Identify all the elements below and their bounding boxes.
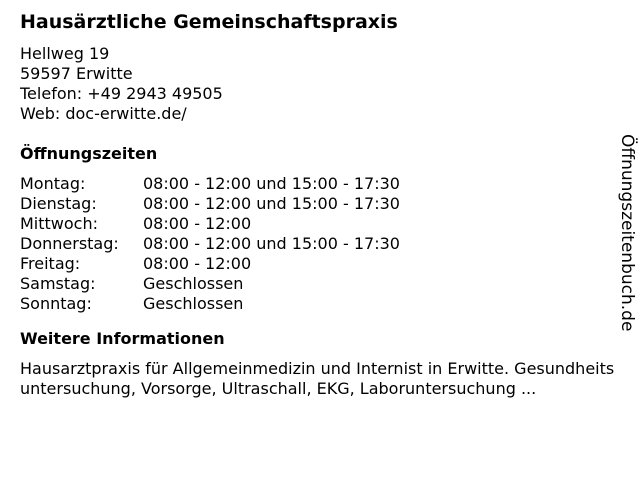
practice-name: Hausärztliche Gemeinschaftspraxis — [20, 11, 398, 33]
info-text: Hausarztpraxis für Allgemeinmedizin und Internist in Erwitte. Gesundheitsuntersuchung, Vorsorge, Ultraschall, EKG, Laboruntersuchung ... — [20, 359, 615, 398]
hours-row — [20, 234, 610, 254]
hours-table — [20, 174, 610, 314]
hours-row — [20, 294, 610, 314]
hours-row — [20, 254, 610, 274]
hours-row — [20, 194, 610, 214]
hours-day: Mittwoch: — [20, 214, 98, 233]
hours-day: Dienstag: — [20, 194, 97, 213]
hours-time: 08:00 - 12:00 und 15:00 - 17:30 — [143, 234, 400, 253]
hours-row — [20, 174, 610, 194]
hours-day: Freitag: — [20, 254, 81, 273]
address-city: 59597 Erwitte — [20, 64, 133, 83]
hours-heading: Öffnungszeiten — [20, 144, 158, 163]
hours-time: Geschlossen — [143, 274, 244, 293]
hours-time: 08:00 - 12:00 — [143, 214, 252, 233]
hours-row — [20, 274, 610, 294]
hours-time: 08:00 - 12:00 — [143, 254, 252, 273]
hours-time: Geschlossen — [143, 294, 244, 313]
side-watermark-label: Öffnungszeitenbuch.de — [617, 134, 637, 332]
hours-day: Montag: — [20, 174, 86, 193]
hours-row — [20, 214, 610, 234]
hours-time: 08:00 - 12:00 und 15:00 - 17:30 — [143, 174, 400, 193]
address-street: Hellweg 19 — [20, 44, 110, 63]
hours-time: 08:00 - 12:00 und 15:00 - 17:30 — [143, 194, 400, 213]
hours-day: Samstag: — [20, 274, 96, 293]
content — [20, 10, 615, 399]
website-line: Web: doc-erwitte.de/ — [20, 104, 187, 123]
hours-day: Donnerstag: — [20, 234, 119, 253]
phone-line: Telefon: +49 2943 49505 — [20, 84, 223, 103]
info-heading: Weitere Informationen — [20, 329, 225, 348]
hours-day: Sonntag: — [20, 294, 92, 313]
address-block — [20, 44, 610, 124]
